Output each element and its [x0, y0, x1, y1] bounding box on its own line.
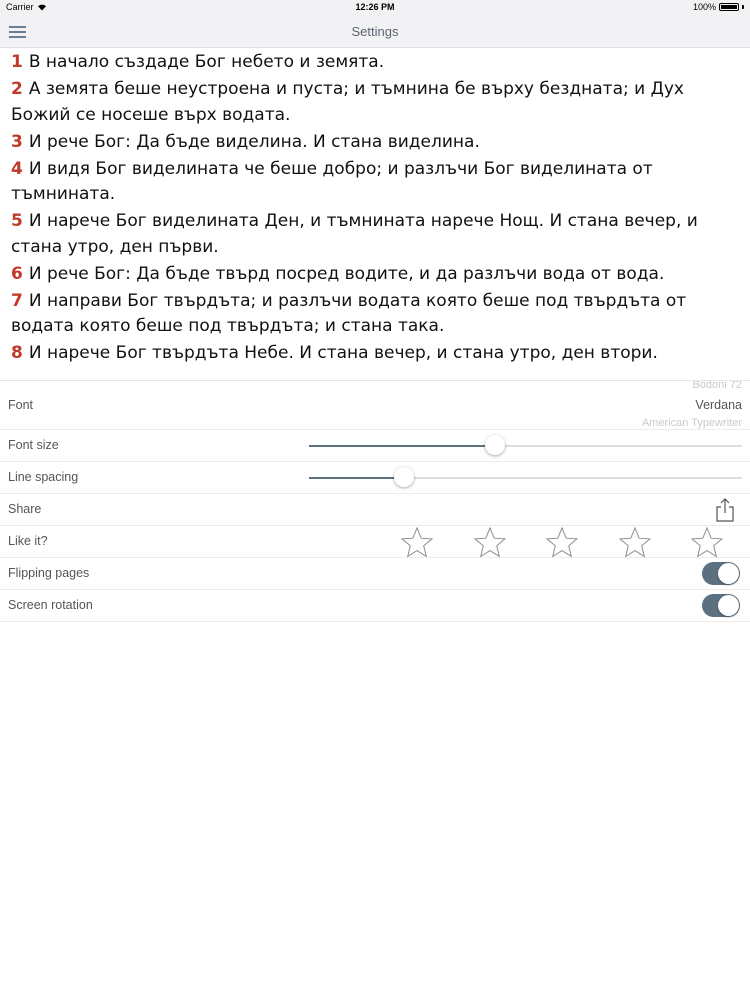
font-option-prev[interactable]: Bodoni 72	[692, 381, 742, 391]
font-setting-row	[0, 381, 750, 430]
line-spacing-slider[interactable]	[309, 477, 742, 479]
settings-list	[0, 380, 750, 622]
verse-item	[11, 77, 731, 128]
status-time: 12:26 PM	[355, 2, 395, 12]
share-icon[interactable]	[715, 498, 735, 522]
flipping-pages-toggle[interactable]	[702, 562, 740, 585]
font-option-selected[interactable]: Verdana	[695, 398, 742, 412]
verse-text: И рече Бог: Да бъде твърд посред водите, и да разлъчи вода от вода.	[28, 263, 665, 284]
font-label: Font	[8, 398, 34, 412]
verse-text: В начало създаде Бог небето и земята.	[28, 52, 385, 72]
font-size-slider[interactable]	[309, 445, 742, 447]
battery-group	[693, 2, 744, 12]
font-size-label: Font size	[8, 438, 59, 452]
flipping-pages-label: Flipping pages	[8, 566, 90, 580]
screen-rotation-toggle[interactable]	[702, 594, 740, 617]
star-icon[interactable]	[400, 526, 434, 560]
page-title: Settings	[351, 24, 399, 39]
line-spacing-row	[0, 462, 750, 494]
verse-number: 7	[11, 290, 23, 311]
rating-stars	[400, 526, 730, 558]
line-spacing-slider-thumb[interactable]	[394, 467, 414, 487]
verse-number: 2	[11, 79, 23, 99]
verse-text: И рече Бог: Да бъде виделина. И стана виделина.	[28, 131, 480, 152]
like-row	[0, 526, 750, 558]
battery-icon	[719, 3, 739, 11]
verses-preview	[11, 50, 731, 368]
star-icon[interactable]	[545, 526, 579, 560]
screen-rotation-row	[0, 590, 750, 622]
verse-number: 5	[11, 211, 23, 231]
verse-item	[11, 289, 731, 340]
status-bar	[0, 0, 750, 16]
verse-number: 8	[11, 343, 23, 363]
verse-item	[11, 341, 731, 367]
nav-bar	[0, 16, 750, 48]
share-row	[0, 494, 750, 526]
font-option-next[interactable]: American Typewriter	[641, 417, 742, 429]
toggle-knob	[718, 563, 739, 584]
verse-number: 1	[11, 52, 23, 72]
font-size-slider-fill	[309, 445, 495, 447]
like-label: Like it?	[8, 534, 48, 548]
verse-number: 6	[11, 263, 23, 284]
star-icon[interactable]	[690, 526, 724, 560]
star-icon[interactable]	[473, 526, 507, 560]
star-icon[interactable]	[618, 526, 652, 560]
carrier-label: Carrier	[6, 2, 34, 12]
verse-text: И видя Бог виделината че беше добро; и разлъчи Бог виделината от тъмнината.	[11, 158, 653, 204]
verse-item	[11, 130, 731, 156]
verse-item	[11, 50, 731, 76]
verse-text: И направи Бог твърдъта; и разлъчи водата която беше под твърдъта от водата която беше под твърдъта; и стана така.	[11, 290, 687, 336]
verse-number: 3	[11, 131, 23, 152]
share-label: Share	[8, 502, 42, 516]
verse-item	[11, 157, 731, 208]
verse-text: И нарече Бог твърдъта Небе. И стана вечер, и стана утро, ден втори.	[28, 343, 658, 363]
verse-item	[11, 209, 731, 260]
verse-text: И нарече Бог виделината Ден, и тъмнината нарече Нощ. И стана вечер, и стана утро, ден първи.	[11, 211, 698, 257]
verse-item	[11, 262, 731, 288]
font-size-slider-thumb[interactable]	[485, 435, 505, 455]
battery-percent: 100%	[692, 2, 716, 12]
line-spacing-label: Line spacing	[8, 470, 79, 484]
flipping-pages-row	[0, 558, 750, 590]
font-size-row	[0, 430, 750, 462]
font-picker[interactable]	[562, 381, 742, 430]
line-spacing-slider-fill	[309, 477, 404, 479]
verse-text: А земята беше неустроена и пуста; и тъмнина бе върху бездната; и Дух Божий се носеше върх водата.	[11, 79, 684, 125]
toggle-knob	[718, 595, 739, 616]
screen-rotation-label: Screen rotation	[8, 598, 93, 612]
verse-number: 4	[11, 158, 23, 179]
